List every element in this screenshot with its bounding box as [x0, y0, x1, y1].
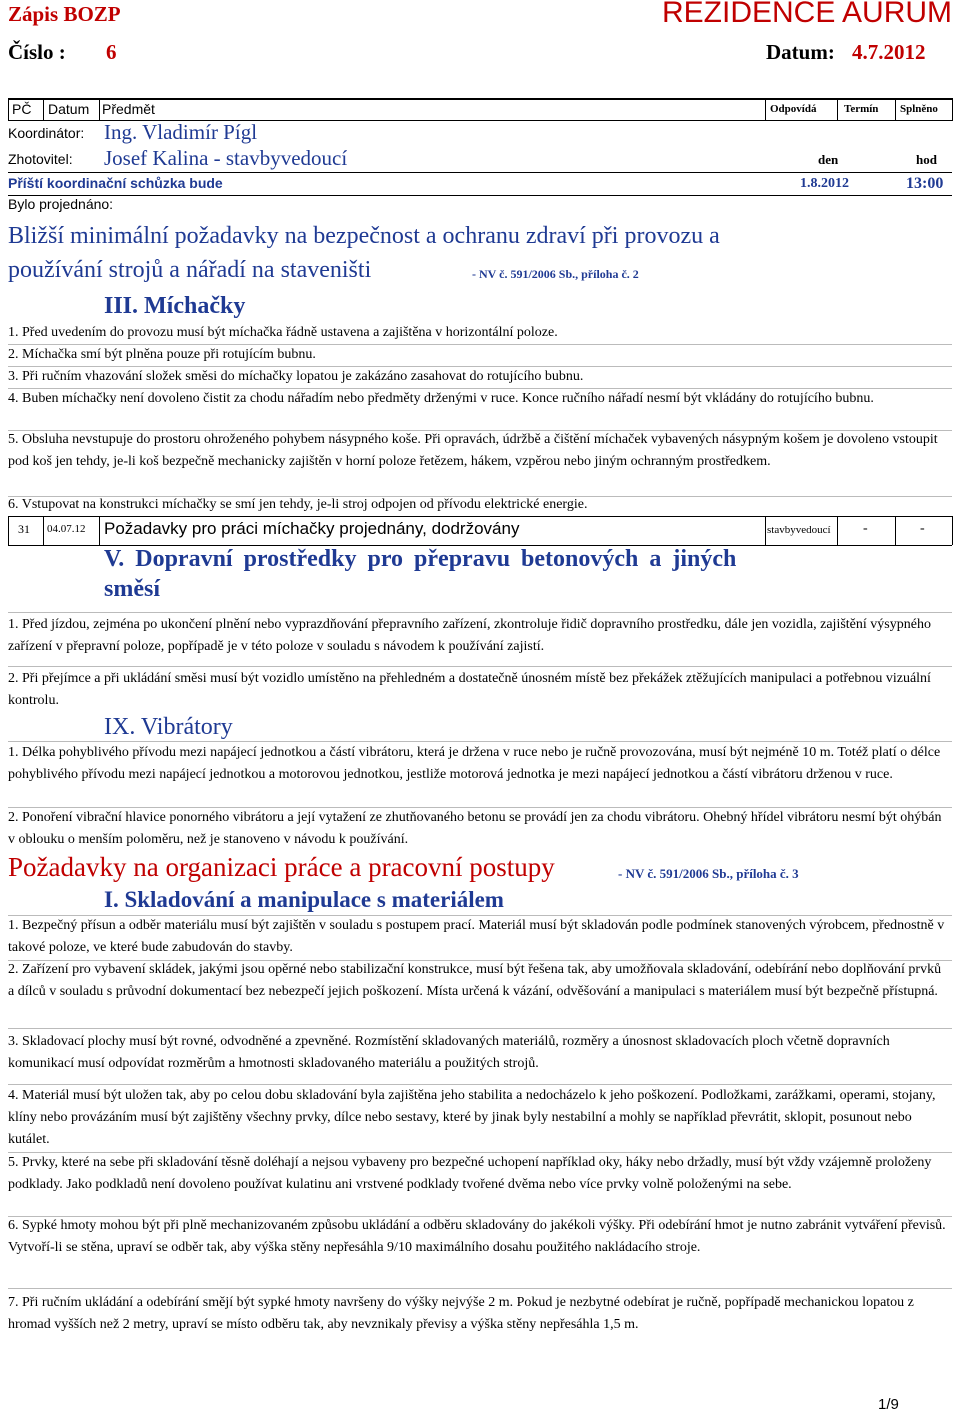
list-item: 4. Materiál musí být uložen tak, aby po celou dobu skladování byla zajištěna jeho stabilita a nedocházelo k jeho poškození. Podložkami, zarážkami, operami, stojany, klíny nebo provázáním musí být zajištěny všechny prvky, dílce nebo sestavy, které by jinak byly nestabilní a mohly se například převrátit, sklopit, posunout nebo kutálet.	[8, 1088, 936, 1147]
col-odpovida: Odpovídá	[770, 103, 817, 115]
section-title-line1: Bližší minimální požadavky na bezpečnost a ochranu zdraví při provozu a	[8, 223, 720, 249]
col-termin: Termín	[844, 103, 879, 115]
col-splneno: Splněno	[900, 103, 938, 115]
date-value: 4.7.2012	[852, 40, 926, 64]
doprava-heading-line2: směsí	[104, 576, 160, 602]
list-item: 2. Ponoření vibrační hlavice ponorného vibrátoru a její vytažení ze zhutňovaného betonu se provádí jen za chodu vibrátoru. Ohebný hřídel vibrátoru nesmí být ohýbán v oblouku o menším poloměru, než je stanoveno v návodu k používání.	[8, 810, 942, 847]
row-responsible: stavbyvedoucí	[767, 524, 831, 536]
project-name: REZIDENCE AURUM	[662, 0, 953, 29]
number-value: 6	[106, 40, 117, 64]
coordinator-label: Koordinátor:	[8, 125, 85, 141]
coordinator-value: Ing. Vladimír Pígl	[104, 120, 258, 144]
row-subject: Požadavky pro práci míchačky projednány, dodržovány	[104, 519, 520, 538]
list-item: 5. Obsluha nevstupuje do prostoru ohroženého pohybem násypného koše. Při opravách, údržbě a čištění míchaček vybavených násypným košem je dovoleno vstoupit pod koš jen tehdy, je-li koš bezpečně mechanicky zajištěn v horní poloze řetězem, hákem, vzpěrou nebo jiným ochranným prostředkem.	[8, 432, 938, 469]
list-item: 6. Sypké hmoty mohou být při plně mechanizovaném způsobu ukládání a odběru skladovány do jakékoli výšky. Při odebírání hmot je nutno zabránit vytváření převisů. Vytvoří-li se stěna, upraví se odběr tak, aby výška stěny nepřesáhla 9/10 maximálního dosahu použitého nakládacího stroje.	[8, 1218, 946, 1255]
contractor-value: Josef Kalina - stavbyvedoucí	[104, 146, 348, 170]
michacky-heading: III. Míchačky	[104, 293, 246, 319]
col-datum: Datum	[48, 101, 90, 117]
contractor-label: Zhotovitel:	[8, 151, 73, 167]
next-meeting-date: 1.8.2012	[800, 176, 849, 191]
list-item: 5. Prvky, které na sebe při skladování těsně doléhají a nejsou vybaveny pro bezpečné uchopení například oky, háky nebo držadly, musí být vždy vzájemně proloženy podklady. Jako podkladů není dovoleno používat kulatinu ani vrstvené podklady tvořené dvěma nebo více prvky volně položenými na sebe.	[8, 1155, 932, 1192]
vibratory-heading: IX. Vibrátory	[104, 714, 233, 740]
col-predmet: Předmět	[102, 101, 155, 117]
document-title: Zápis BOZP	[8, 2, 121, 26]
row-term: -	[863, 521, 868, 536]
doprava-heading-line1: V. Dopravní prostředky pro přepravu betonových a jiných	[104, 546, 737, 572]
section-title-line2: používání strojů a nářadí na staveništi	[8, 257, 372, 283]
list-item: 4. Buben míchačky není dovoleno čistit za chodu nářadím nebo předměty drženými v ruce. Konce ručního nářadí nesmí být vkládány do rotujícího bubnu.	[8, 391, 874, 406]
list-item: 7. Při ručním ukládání a odebírání smějí být sypké hmoty navršeny do výšky nejvýše 2 m. Pokud je nezbytné odebírat je ručně, popřípadě mechanickou lopatou z hromad vyšších než 2 metry, upraví se místo odběru tak, aby nevznikaly převisy a výška stěny nepřesáhla 1,5 m.	[8, 1295, 914, 1332]
row-pc: 31	[18, 522, 30, 536]
section2-reference: - NV č. 591/2006 Sb., příloha č. 3	[618, 866, 799, 881]
list-item: 1. Před uvedením do provozu musí být míchačka řádně ustavena a zajištěna v horizontální poloze.	[8, 325, 558, 340]
list-item: 1. Před jízdou, zejména po ukončení plnění nebo vyprazdňování přepravního zařízení, zkontroluje řidič dopravního prostředku, dále jen vozidla, zajištění výsypného zařízení v přepravní poloze, popřípadě je v této poloze v souladu s návodem k používání zajistí.	[8, 617, 931, 654]
number-label: Číslo :	[8, 40, 66, 64]
date-label: Datum:	[766, 40, 835, 64]
section-reference: - NV č. 591/2006 Sb., příloha č. 2	[472, 267, 639, 281]
discussed-label: Bylo projednáno:	[8, 196, 114, 212]
row-done: -	[920, 521, 925, 536]
list-item: 2. Zařízení pro vybavení skládek, jakými jsou opěrné nebo stabilizační konstrukce, musí být řešena tak, aby umožňovala skladování, odebírání nebo doplňování prvků a dílců v souladu s průvodní dokumentací bez nebezpečí jejich poškození. Místa určená k vázání, odvěšování a manipulaci s materiálem musí být bezpečně přístupná.	[8, 962, 942, 999]
list-item: 3. Při ručním vhazování složek směsi do míchačky lopatou je zakázáno zasahovat do rotujícího bubnu.	[8, 369, 584, 384]
hour-label: hod	[916, 152, 937, 167]
section2-title: Požadavky na organizaci práce a pracovní postupy	[8, 852, 555, 882]
row-date: 04.07.12	[47, 523, 86, 535]
next-meeting-time: 13:00	[906, 175, 944, 192]
list-item: 1. Délka pohyblivého přívodu mezi napájecí jednotkou a částí vibrátoru, která je držena v ruce nebo je ručně provozována, musí být nejméně 10 m. Totéž platí o délce pohyblivého přívodu mezi napájecí jednotkou a motorovou jednotkou, jestliže motorová jednotka je mezi napájecí jednotkou a částí vibrátoru drženou v ruce.	[8, 745, 941, 782]
page-number: 1/9	[878, 1396, 899, 1413]
col-pc: PČ	[12, 101, 32, 117]
list-item: 2. Míchačka smí být plněna pouze při rotujícím bubnu.	[8, 347, 316, 362]
skladovani-heading: I. Skladování a manipulace s materiálem	[104, 887, 504, 912]
list-item: 2. Při přejímce a při ukládání směsi musí být vozidlo umístěno na přehledném a dostatečně únosném místě bez překážek ztěžujících manipulaci a potřebnou vizuální kontrolu.	[8, 671, 931, 708]
next-meeting-label: Příští koordinační schůzka bude	[8, 175, 223, 191]
list-item: 6. Vstupovat na konstrukci míchačky se smí jen tehdy, je-li stroj odpojen od přívodu elektrické energie.	[8, 497, 588, 512]
list-item: 1. Bezpečný přísun a odběr materiálu musí být zajištěn v souladu s postupem prací. Materiál musí být skladován podle podmínek stanovených výrobcem, přednostně v takové poloze, ve které bude zabudován do stavby.	[8, 918, 945, 955]
day-label: den	[818, 152, 839, 167]
list-item: 3. Skladovací plochy musí být rovné, odvodněné a zpevněné. Rozmístění skladovaných materiálů, rozměry a únosnost skladovacích ploch včetně dopravních komunikací musí odpovídat rozměrům a hmotnosti skladovaného materiálu a použitých strojů.	[8, 1034, 890, 1071]
